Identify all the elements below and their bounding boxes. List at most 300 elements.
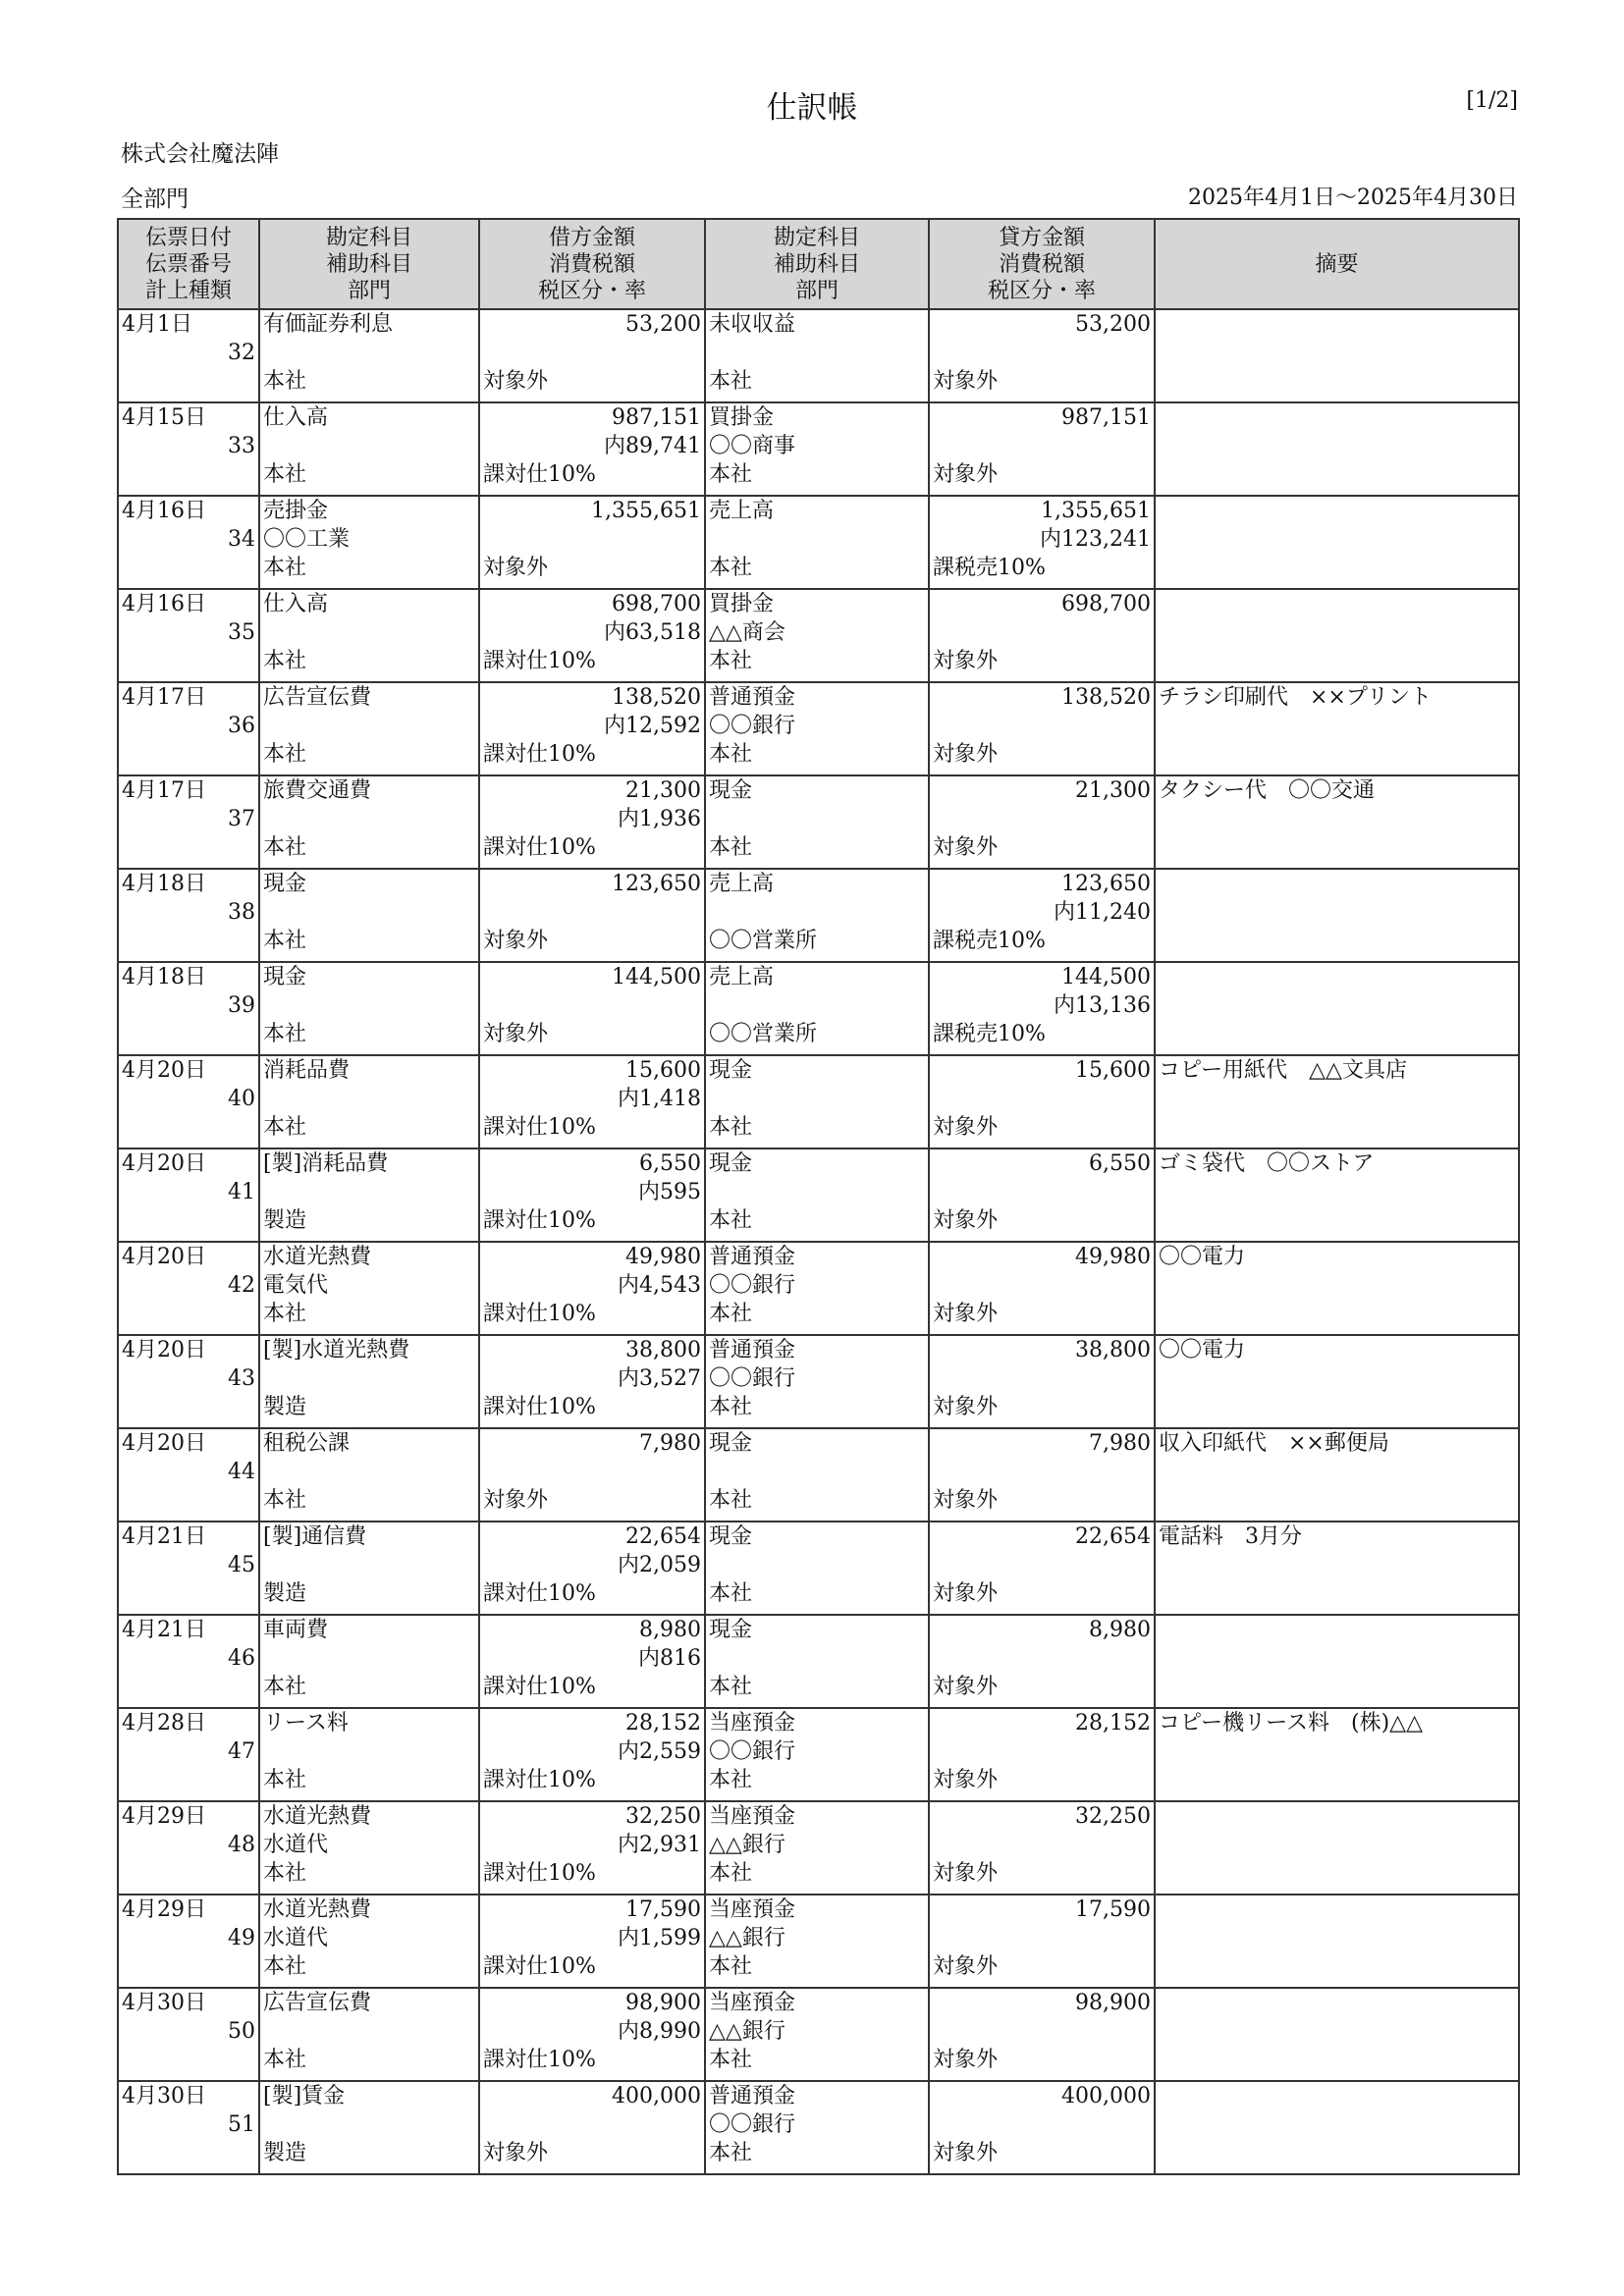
debit-department: 本社 (263, 1302, 307, 1326)
entry-memo (1156, 1802, 1518, 1831)
credit-department: 〇〇営業所 (709, 929, 818, 953)
debit-account-cell (259, 1055, 479, 1148)
debit-account-cell (259, 1895, 479, 1988)
credit-department: 本社 (709, 1395, 753, 1419)
date-cell (118, 496, 259, 589)
table-row (118, 589, 1519, 682)
debit-tax-type: 課対仕10% (483, 1115, 596, 1140)
debit-tax-amount: 内2,931 (618, 1833, 701, 1857)
entry-memo (1156, 497, 1518, 525)
debit-department: 本社 (263, 462, 307, 487)
table-row (118, 1708, 1519, 1801)
credit-department: 本社 (709, 369, 753, 394)
debit-department: 本社 (263, 929, 307, 953)
credit-tax-amount (930, 1924, 1154, 1952)
header-debit-account-line: 勘定科目 (325, 225, 412, 250)
memo-cell (1155, 1615, 1519, 1708)
credit-account-cell (705, 962, 929, 1055)
entry-number: 42 (228, 1273, 255, 1298)
credit-amount: 38,800 (1075, 1338, 1151, 1362)
credit-account: 現金 (709, 1058, 753, 1083)
credit-tax-type: 対象外 (933, 1115, 999, 1140)
debit-account-cell (259, 2081, 479, 2174)
date-cell (118, 1055, 259, 1148)
credit-department: 本社 (709, 649, 753, 673)
debit-amount-cell (479, 1988, 705, 2081)
journal-entries (118, 309, 1519, 2174)
credit-department: 本社 (709, 1208, 753, 1233)
credit-tax-amount (930, 2110, 1154, 2139)
table-row (118, 496, 1519, 589)
credit-tax-amount (930, 2017, 1154, 2046)
credit-tax-type: 課税売10% (933, 929, 1046, 953)
debit-tax-amount: 内2,559 (618, 1739, 701, 1764)
credit-account-cell (705, 1428, 929, 1522)
credit-amount-cell (929, 869, 1155, 962)
memo-cell (1155, 1428, 1519, 1522)
memo-cell (1155, 1801, 1519, 1895)
credit-amount: 22,654 (1075, 1524, 1151, 1549)
credit-tax-amount (930, 618, 1154, 647)
debit-amount-cell (479, 869, 705, 962)
credit-account-cell (705, 1148, 929, 1242)
debit-amount: 22,654 (625, 1524, 701, 1549)
entry-type-blank (119, 367, 258, 396)
memo-cell (1155, 1988, 1519, 2081)
credit-tax-type: 課税売10% (933, 556, 1046, 580)
header-date-line: 伝票番号 (144, 251, 232, 277)
debit-account: 車両費 (263, 1618, 329, 1642)
debit-department: 本社 (263, 1022, 307, 1046)
credit-account: 売上高 (709, 965, 775, 989)
debit-amount-cell (479, 1242, 705, 1335)
debit-department: 本社 (263, 1861, 307, 1886)
credit-amount-cell (929, 1988, 1155, 2081)
debit-account: 広告宣伝費 (263, 685, 372, 710)
entry-memo: タクシー代 〇〇交通 (1159, 778, 1376, 803)
date-cell (118, 589, 259, 682)
debit-amount-cell (479, 309, 705, 402)
debit-amount: 17,590 (625, 1897, 701, 1922)
credit-tax-amount (930, 1831, 1154, 1859)
table-row (118, 869, 1519, 962)
credit-tax-amount: 内11,240 (1054, 900, 1151, 925)
debit-amount: 1,355,651 (591, 499, 701, 523)
debit-account-cell (259, 1988, 479, 2081)
entry-memo (1156, 590, 1518, 618)
debit-account: リース料 (263, 1711, 349, 1735)
header-debit-amount-line: 借方金額 (548, 225, 635, 250)
debit-account: [製]通信費 (263, 1524, 367, 1549)
memo-cell (1155, 1242, 1519, 1335)
header-credit-amount (929, 219, 1155, 309)
header-credit-amount-line: 消費税額 (998, 251, 1085, 277)
credit-sub-account: △△商会 (709, 620, 785, 645)
debit-department: 製造 (263, 1395, 307, 1419)
credit-amount: 28,152 (1075, 1711, 1151, 1735)
credit-amount: 400,000 (1061, 2084, 1151, 2109)
credit-department: 本社 (709, 1302, 753, 1326)
memo-cell (1155, 682, 1519, 775)
debit-account-cell (259, 1428, 479, 1522)
credit-tax-amount: 内13,136 (1054, 993, 1151, 1018)
debit-amount-cell (479, 1708, 705, 1801)
entry-type-blank (119, 2046, 258, 2074)
entry-date: 4月20日 (122, 1245, 206, 1269)
credit-amount: 53,200 (1075, 312, 1151, 337)
entry-date: 4月21日 (122, 1524, 206, 1549)
credit-amount-cell (929, 1895, 1155, 1988)
debit-tax-type: 課対仕10% (483, 1208, 596, 1233)
entry-type-blank (119, 647, 258, 675)
entry-memo (1156, 310, 1518, 339)
table-row (118, 309, 1519, 402)
credit-account: 普通預金 (709, 685, 796, 710)
entry-number: 46 (228, 1646, 255, 1671)
credit-sub-account (706, 1551, 928, 1579)
entry-memo (1156, 403, 1518, 432)
credit-amount: 698,700 (1061, 592, 1151, 616)
debit-account: 旅費交通費 (263, 778, 372, 803)
credit-account: 普通預金 (709, 1338, 796, 1362)
credit-amount-cell (929, 1522, 1155, 1615)
memo-cell (1155, 1148, 1519, 1242)
credit-account-cell (705, 1895, 929, 1988)
debit-account: 有価証券利息 (263, 312, 394, 337)
credit-tax-amount (930, 1551, 1154, 1579)
debit-tax-amount: 内2,059 (618, 1553, 701, 1577)
entry-memo (1156, 1989, 1518, 2017)
entry-memo (1156, 1616, 1518, 1644)
entry-memo (1156, 870, 1518, 898)
entry-memo (1156, 1896, 1518, 1924)
entry-type-blank (119, 2139, 258, 2167)
entry-memo: 電話料 3月分 (1159, 1524, 1302, 1549)
debit-amount: 28,152 (625, 1711, 701, 1735)
memo-cell (1155, 589, 1519, 682)
credit-tax-type: 対象外 (933, 2141, 999, 2165)
credit-account: 当座預金 (709, 1804, 796, 1829)
debit-amount: 400,000 (612, 2084, 701, 2109)
debit-sub-account: 水道代 (263, 1833, 329, 1857)
debit-account-cell (259, 1708, 479, 1801)
date-cell (118, 1428, 259, 1522)
entry-date: 4月29日 (122, 1804, 206, 1829)
credit-amount: 98,900 (1075, 1991, 1151, 2015)
debit-tax-type: 課対仕10% (483, 1581, 596, 1606)
table-row (118, 1055, 1519, 1148)
credit-amount: 32,250 (1075, 1804, 1151, 1829)
entry-number: 40 (228, 1087, 255, 1111)
debit-amount: 7,980 (639, 1431, 701, 1456)
debit-account: 水道光熱費 (263, 1897, 372, 1922)
date-cell (118, 1148, 259, 1242)
credit-tax-amount (930, 1644, 1154, 1673)
credit-department: 本社 (709, 835, 753, 860)
credit-sub-account: 〇〇銀行 (709, 714, 796, 738)
debit-amount-cell (479, 496, 705, 589)
debit-account: 租税公課 (263, 1431, 351, 1456)
credit-sub-account: 〇〇銀行 (709, 2112, 796, 2137)
date-cell (118, 775, 259, 869)
credit-department: 本社 (709, 462, 753, 487)
debit-amount-cell (479, 682, 705, 775)
debit-tax-amount (480, 898, 704, 927)
credit-amount: 21,300 (1075, 778, 1151, 803)
debit-tax-type: 課対仕10% (483, 1768, 596, 1792)
debit-sub-account (260, 1178, 478, 1206)
entry-number: 39 (228, 993, 255, 1018)
entry-date: 4月15日 (122, 405, 206, 430)
table-row (118, 1801, 1519, 1895)
credit-tax-amount (930, 805, 1154, 833)
entry-memo: 収入印紙代 ××郵便局 (1159, 1431, 1389, 1456)
credit-department: 本社 (709, 2141, 753, 2165)
debit-amount: 698,700 (612, 592, 701, 616)
date-cell (118, 2081, 259, 2174)
debit-department: 本社 (263, 1768, 307, 1792)
debit-amount: 53,200 (625, 312, 701, 337)
date-cell (118, 1895, 259, 1988)
credit-amount-cell (929, 1428, 1155, 1522)
debit-account-cell (259, 682, 479, 775)
credit-tax-amount: 内123,241 (1040, 527, 1151, 552)
table-row (118, 682, 1519, 775)
debit-tax-amount: 内89,741 (604, 434, 701, 458)
credit-tax-amount (930, 712, 1154, 740)
entry-type-blank (119, 554, 258, 582)
memo-cell (1155, 775, 1519, 869)
debit-amount-cell (479, 1148, 705, 1242)
entry-type-blank (119, 1113, 258, 1142)
credit-amount: 987,151 (1061, 405, 1151, 430)
credit-account-cell (705, 1615, 929, 1708)
debit-tax-amount: 内1,418 (618, 1087, 701, 1111)
entry-memo: コピー機リース料 (株)△△ (1159, 1711, 1424, 1735)
credit-tax-type: 対象外 (933, 1675, 999, 1699)
entry-memo (1156, 2082, 1518, 2110)
credit-amount: 144,500 (1061, 965, 1151, 989)
memo-cell (1155, 962, 1519, 1055)
debit-sub-account (260, 712, 478, 740)
credit-tax-amount (930, 432, 1154, 460)
debit-sub-account (260, 991, 478, 1020)
credit-amount-cell (929, 402, 1155, 496)
credit-sub-account (706, 1085, 928, 1113)
debit-department: 製造 (263, 1208, 307, 1233)
entry-number: 37 (228, 807, 255, 831)
entry-date: 4月16日 (122, 499, 206, 523)
entry-number: 41 (228, 1180, 255, 1204)
credit-account: 売上高 (709, 872, 775, 896)
debit-account: [製]消耗品費 (263, 1151, 389, 1176)
debit-account-cell (259, 1522, 479, 1615)
credit-account: 普通預金 (709, 1245, 796, 1269)
debit-tax-type: 課対仕10% (483, 1954, 596, 1979)
credit-tax-type: 対象外 (933, 2048, 999, 2072)
date-cell (118, 1522, 259, 1615)
debit-tax-amount: 内595 (638, 1180, 701, 1204)
debit-tax-amount: 内12,592 (604, 714, 701, 738)
credit-amount-cell (929, 775, 1155, 869)
debit-tax-type: 対象外 (483, 1022, 549, 1046)
debit-amount: 21,300 (625, 778, 701, 803)
credit-department: 本社 (709, 1861, 753, 1886)
debit-sub-account (260, 1364, 478, 1393)
table-row (118, 1895, 1519, 1988)
table-row (118, 1242, 1519, 1335)
debit-amount: 144,500 (612, 965, 701, 989)
credit-account-cell (705, 2081, 929, 2174)
credit-account-cell (705, 775, 929, 869)
debit-account: 仕入高 (263, 405, 329, 430)
debit-sub-account (260, 1644, 478, 1673)
credit-amount-cell (929, 962, 1155, 1055)
debit-tax-type: 対象外 (483, 929, 549, 953)
debit-amount-cell (479, 962, 705, 1055)
credit-sub-account (706, 339, 928, 367)
entry-memo: 〇〇電力 (1159, 1338, 1246, 1362)
debit-account: 水道光熱費 (263, 1804, 372, 1829)
credit-account: 売上高 (709, 499, 775, 523)
header-credit-account-line: 補助科目 (773, 251, 860, 277)
entry-date: 4月28日 (122, 1711, 206, 1735)
debit-account-cell (259, 1335, 479, 1428)
entry-date: 4月18日 (122, 965, 206, 989)
entry-date: 4月16日 (122, 592, 206, 616)
entry-date: 4月18日 (122, 872, 206, 896)
credit-tax-amount (930, 1178, 1154, 1206)
credit-tax-amount (930, 1085, 1154, 1113)
debit-tax-amount (480, 1458, 704, 1486)
credit-account: 現金 (709, 778, 753, 803)
header-credit-amount-line: 税区分・率 (987, 278, 1096, 303)
credit-tax-type: 対象外 (933, 1302, 999, 1326)
credit-account-cell (705, 496, 929, 589)
credit-amount-cell (929, 2081, 1155, 2174)
debit-tax-type: 課対仕10% (483, 1675, 596, 1699)
debit-department: 製造 (263, 1581, 307, 1606)
entry-type-blank (119, 460, 258, 489)
debit-department: 本社 (263, 1954, 307, 1979)
date-cell (118, 309, 259, 402)
entry-type-blank (119, 1766, 258, 1794)
credit-tax-amount (930, 1364, 1154, 1393)
entry-type-blank (119, 1952, 258, 1981)
debit-account-cell (259, 962, 479, 1055)
date-cell (118, 1708, 259, 1801)
date-cell (118, 1615, 259, 1708)
credit-amount: 1,355,651 (1041, 499, 1151, 523)
date-cell (118, 1801, 259, 1895)
debit-tax-type: 課対仕10% (483, 835, 596, 860)
entry-date: 4月29日 (122, 1897, 206, 1922)
credit-sub-account (706, 1178, 928, 1206)
entry-number: 51 (228, 2112, 255, 2137)
entry-memo: ゴミ袋代 〇〇ストア (1159, 1151, 1375, 1176)
credit-sub-account: 〇〇銀行 (709, 1366, 796, 1391)
entry-number: 32 (228, 341, 255, 365)
credit-department: 本社 (709, 1675, 753, 1699)
debit-tax-type: 課対仕10% (483, 462, 596, 487)
debit-sub-account (260, 339, 478, 367)
entry-number: 47 (228, 1739, 255, 1764)
debit-department: 本社 (263, 369, 307, 394)
credit-account: 現金 (709, 1431, 753, 1456)
entry-number: 33 (228, 434, 255, 458)
debit-tax-amount (480, 525, 704, 554)
debit-tax-type: 課対仕10% (483, 1395, 596, 1419)
entry-date: 4月17日 (122, 778, 206, 803)
header-credit-amount-line: 貸方金額 (998, 225, 1085, 250)
entry-type-blank (119, 1300, 258, 1328)
entry-type-blank (119, 1486, 258, 1515)
credit-amount-cell (929, 589, 1155, 682)
debit-account-cell (259, 775, 479, 869)
credit-department: 本社 (709, 1488, 753, 1513)
credit-account-cell (705, 1522, 929, 1615)
credit-amount-cell (929, 496, 1155, 589)
header-credit-account (705, 219, 929, 309)
credit-department: 本社 (709, 742, 753, 767)
entry-date: 4月20日 (122, 1058, 206, 1083)
debit-account-cell (259, 402, 479, 496)
table-row (118, 962, 1519, 1055)
debit-department: 本社 (263, 742, 307, 767)
credit-account: 普通預金 (709, 2084, 796, 2109)
credit-tax-type: 対象外 (933, 462, 999, 487)
debit-sub-account (260, 2017, 478, 2046)
debit-tax-amount: 内63,518 (604, 620, 701, 645)
debit-tax-type: 対象外 (483, 556, 549, 580)
credit-department: 〇〇営業所 (709, 1022, 818, 1046)
debit-amount-cell (479, 1335, 705, 1428)
debit-tax-amount (480, 339, 704, 367)
entry-date: 4月1日 (122, 312, 192, 337)
credit-sub-account: 〇〇商事 (709, 434, 796, 458)
journal-table (117, 218, 1520, 2175)
memo-cell (1155, 1895, 1519, 1988)
debit-tax-type: 対象外 (483, 2141, 549, 2165)
table-row (118, 1988, 1519, 2081)
credit-sub-account: △△銀行 (709, 1926, 785, 1950)
entry-type-blank (119, 1673, 258, 1701)
credit-account: 買掛金 (709, 592, 775, 616)
credit-tax-type: 課税売10% (933, 1022, 1046, 1046)
header-debit-account-line: 補助科目 (325, 251, 412, 277)
debit-sub-account: 水道代 (263, 1926, 329, 1950)
date-cell (118, 869, 259, 962)
credit-tax-amount (930, 1458, 1154, 1486)
credit-sub-account: △△銀行 (709, 1833, 785, 1857)
entry-memo (1156, 963, 1518, 991)
debit-amount-cell (479, 1522, 705, 1615)
debit-tax-amount: 内3,527 (618, 1366, 701, 1391)
credit-amount-cell (929, 1615, 1155, 1708)
credit-amount: 49,980 (1075, 1245, 1151, 1269)
entry-type-blank (119, 927, 258, 955)
credit-sub-account: 〇〇銀行 (709, 1273, 796, 1298)
debit-sub-account: 〇〇工業 (263, 527, 351, 552)
debit-department: 本社 (263, 1488, 307, 1513)
credit-tax-type: 対象外 (933, 1395, 999, 1419)
entry-date: 4月30日 (122, 2084, 206, 2109)
entry-type-blank (119, 1020, 258, 1048)
credit-amount-cell (929, 1335, 1155, 1428)
debit-amount-cell (479, 1428, 705, 1522)
entry-type-blank (119, 740, 258, 769)
debit-amount-cell (479, 402, 705, 496)
